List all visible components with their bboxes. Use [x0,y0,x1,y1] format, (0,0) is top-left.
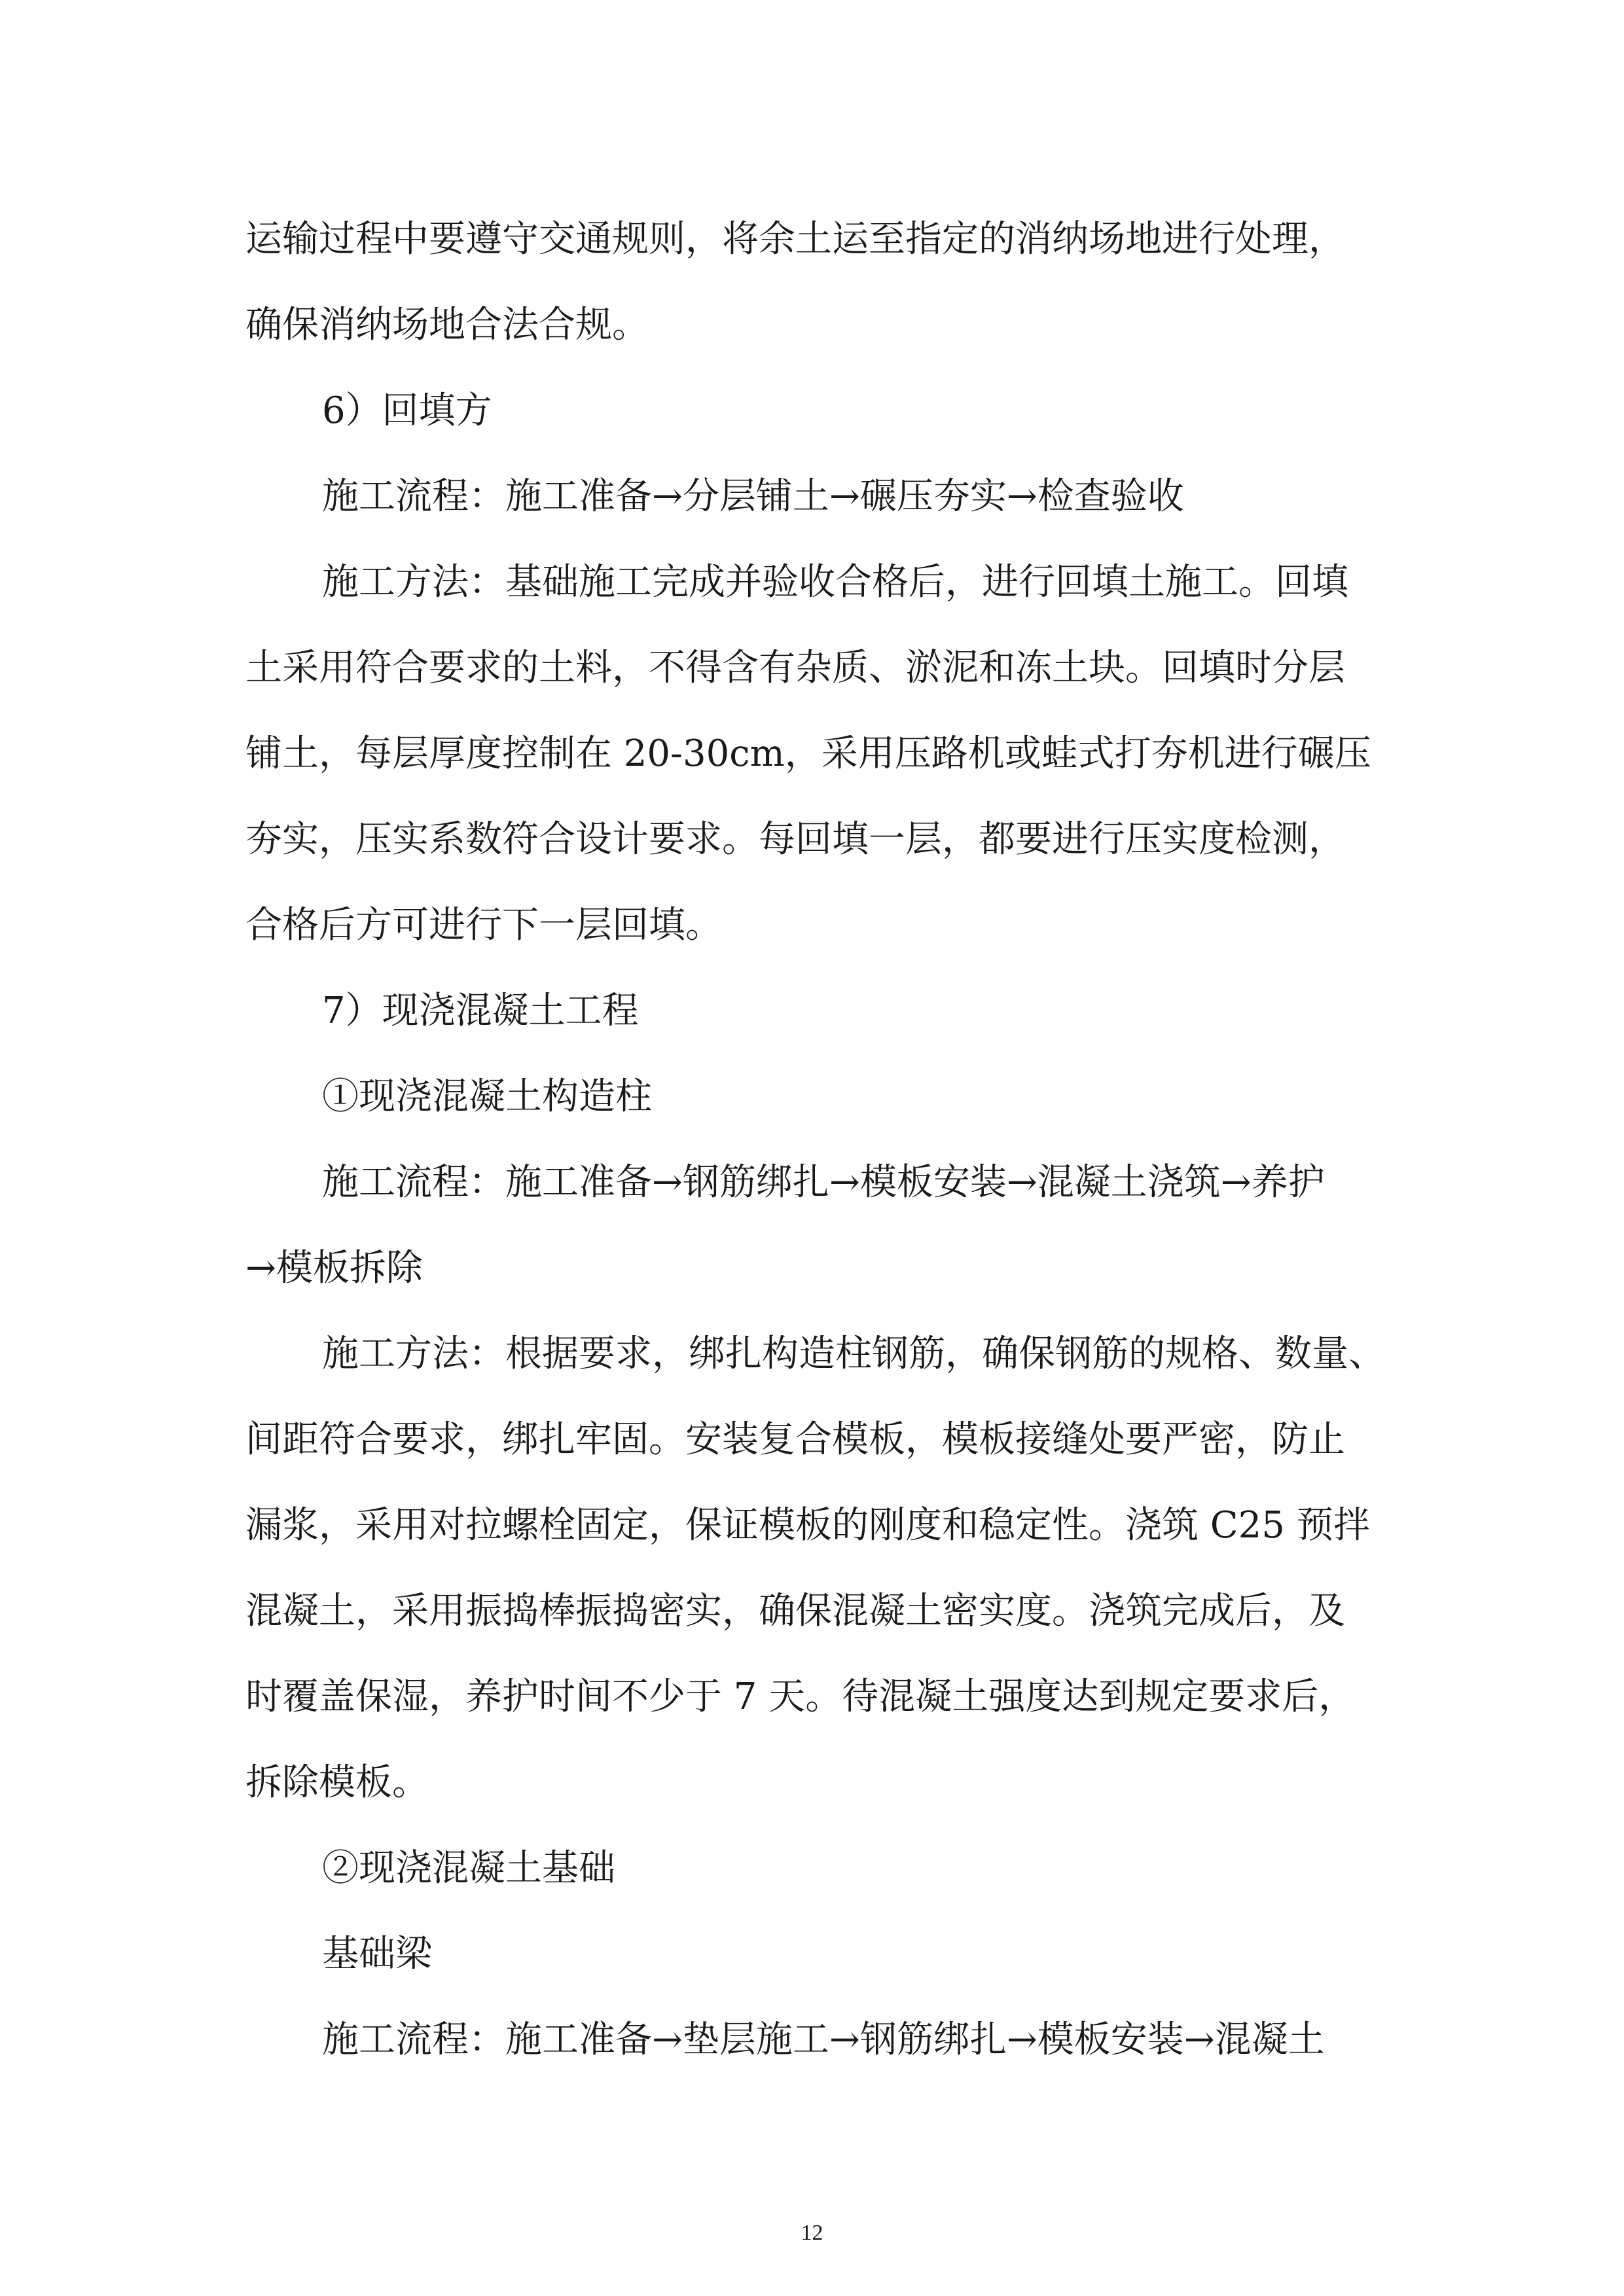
section-heading: 6）回填方 [322,389,492,432]
text-line: 时覆盖保湿，养护时间不少于 7 天。待混凝土强度达到规定要求后， [245,1676,1356,1718]
document-body [245,196,1385,2083]
text-line: 夯实，压实系数符合设计要求。每回填一层，都要进行压实度检测， [245,818,1345,861]
text-line: 铺土，每层厚度控制在 20-30cm，采用压路机或蛙式打夯机进行碾压 [245,732,1371,775]
text-line: 土采用符合要求的土料，不得含有杂质、淤泥和冻土块。回填时分层 [245,647,1345,689]
text-line: 混凝土，采用振捣棒振捣密实，确保混凝土密实度。浇筑完成后，及 [245,1590,1345,1632]
text-line: 施工流程：施工准备→分层铺土→碾压夯实→检查验收 [322,475,1184,518]
text-line: 确保消纳场地合法合规。 [245,304,649,346]
subsection-heading: 基础梁 [322,1933,432,1975]
text-line: 运输过程中要遵守交通规则，将余土运至指定的消纳场地进行处理， [245,218,1345,260]
section-heading: 7）现浇混凝土工程 [322,990,639,1032]
text-line: 拆除模板。 [245,1761,429,1804]
page-number: 12 [801,2221,823,2245]
subsection-heading: ②现浇混凝土基础 [322,1847,615,1890]
text-line: 漏浆，采用对拉螺栓固定，保证模板的刚度和稳定性。浇筑 C25 预拌 [245,1504,1370,1547]
text-line: 合格后方可进行下一层回填。 [245,904,722,946]
text-line: 施工方法：根据要求，绑扎构造柱钢筋，确保钢筋的规格、数量、 [322,1333,1385,1375]
text-line: 间距符合要求，绑扎牢固。安装复合模板，模板接缝处要严密，防止 [245,1418,1345,1461]
text-line: 施工流程：施工准备→垫层施工→钢筋绑扎→模板安装→混凝土 [322,2018,1325,2061]
text-line: 施工流程：施工准备→钢筋绑扎→模板安装→混凝土浇筑→养护 [322,1161,1325,1204]
text-line: 施工方法：基础施工完成并验收合格后，进行回填土施工。回填 [322,561,1348,603]
subsection-heading: ①现浇混凝土构造柱 [322,1075,652,1118]
text-line: →模板拆除 [245,1247,423,1289]
